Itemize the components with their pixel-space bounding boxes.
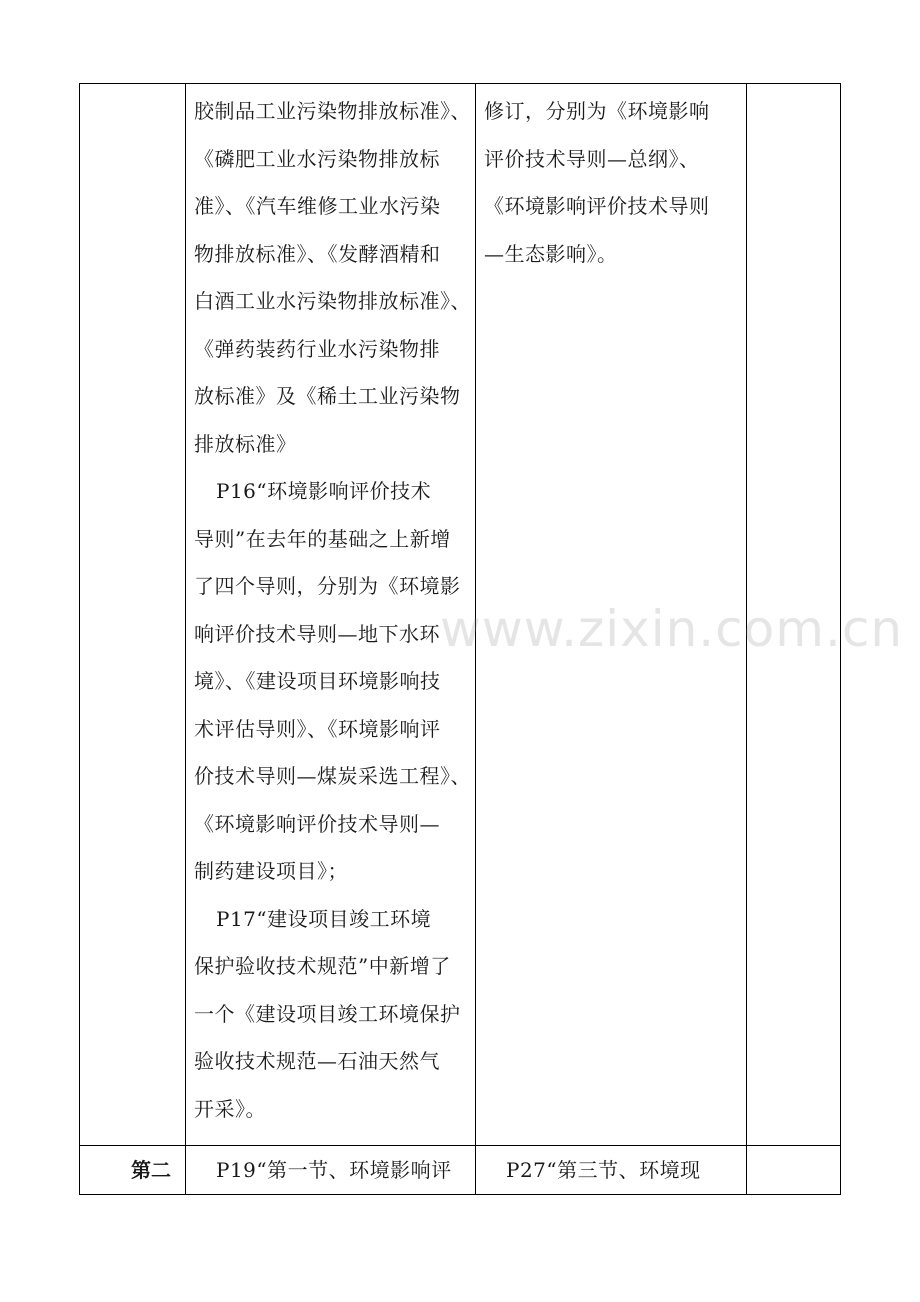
text-line: 制药建设项目》； bbox=[194, 859, 348, 883]
text-line: 导则”在去年的基础之上新增 bbox=[194, 526, 451, 551]
row2-col1-cell: 第二 bbox=[131, 1158, 171, 1182]
row1-col3-cell bbox=[484, 88, 730, 278]
row1-col2-cell bbox=[194, 88, 474, 1133]
text-line: 物排放标准》、《发酵酒精和 bbox=[194, 241, 441, 266]
text-line: 《环境影响评价技术导则 bbox=[484, 194, 710, 218]
text-line: 验收技术规范—石油天然气 bbox=[194, 1049, 440, 1073]
text-line: 准》、《汽车维修工业水污染 bbox=[194, 194, 441, 218]
text-line: 白酒工业水污染物排放标准》、 bbox=[194, 289, 471, 313]
text-line: 境》、《建设项目环境影响技 bbox=[194, 669, 441, 693]
text-line: 《弹药装药行业水污染物排 bbox=[194, 336, 440, 361]
row2-col3-cell: P27“第三节、环境现 bbox=[506, 1158, 701, 1182]
text-line: 胶制品工业污染物排放标准》、 bbox=[194, 99, 471, 123]
text-line: 《环境影响评价技术导则— bbox=[194, 811, 440, 836]
text-line: 了四个导则，分别为《环境影 bbox=[194, 574, 461, 598]
text-line: 放标准》及《稀土工业污染物 bbox=[194, 384, 461, 408]
text-line: 响评价技术导则—地下水环 bbox=[194, 621, 440, 646]
text-line: 评价技术导则—总纲》、 bbox=[484, 146, 700, 171]
watermark: www.zixin.com.cn bbox=[440, 600, 904, 658]
text-line: 开采》。 bbox=[194, 1096, 266, 1121]
text-line: P17“建设项目竣工环境 bbox=[216, 906, 432, 931]
text-line: 价技术导则—煤炭采选工程》、 bbox=[194, 764, 471, 788]
text-line: 保护验收技术规范”中新增了 bbox=[194, 954, 451, 978]
column-divider bbox=[185, 84, 186, 1194]
text-line: 排放标准》 bbox=[194, 431, 297, 456]
text-line: P16“环境影响评价技术 bbox=[216, 479, 432, 503]
row2-col2-cell: P19“第一节、环境影响评 bbox=[216, 1158, 452, 1182]
text-line: 修订，分别为《环境影响 bbox=[484, 99, 710, 123]
text-line: 一个《建设项目竣工环境保护 bbox=[194, 1001, 461, 1026]
text-line: —生态影响》。 bbox=[484, 241, 618, 266]
text-line: 术评估导则》、《环境影响评 bbox=[194, 716, 441, 741]
text-line: 《磷肥工业水污染物排放标 bbox=[194, 146, 440, 171]
